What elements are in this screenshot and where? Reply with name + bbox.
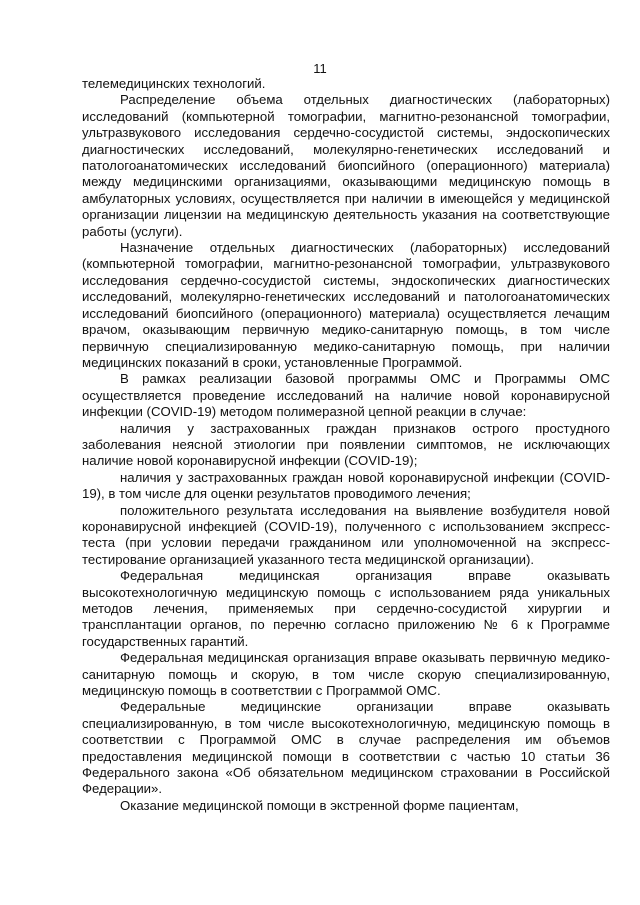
paragraph: наличия у застрахованных граждан признаков острого простудного заболевания неясной этиологии при появлении симптомов, не исключающих наличие новой коронавирусной инфекции (COVID-19); bbox=[82, 420, 610, 469]
paragraph: Федеральные медицинские организации вправе оказывать специализированную, в том числе высокотехнологичную, медицинскую помощь в соответствии с Программой ОМС в случае распределения им объемов предоставления медицинской помощи в соответствии с частью 10 статьи 36 Федерального закона «Об обязательном медицинском страховании в Российской Федерации». bbox=[82, 699, 610, 797]
paragraph: Федеральная медицинская организация вправе оказывать высокотехнологичную медицинскую помощь с использованием ряда уникальных методов лечения, применяемых при сердечно-сосудистой хирургии и трансплантации органов, по перечню согласно приложению № 6 к Программе государственных гарантий. bbox=[82, 568, 610, 649]
paragraph: В рамках реализации базовой программы ОМС и Программы ОМС осуществляется проведение исследований на наличие новой коронавирусной инфекции (COVID-19) методом полимеразной цепной реакции в случае: bbox=[82, 371, 610, 420]
paragraph: Оказание медицинской помощи в экстренной форме пациентам, bbox=[120, 797, 519, 813]
paragraph: Назначение отдельных диагностических (лабораторных) исследований (компьютерной томографии, магнитно-резонансной томографии, ультразвукового исследования сердечно-сосудистой системы, эндоскопических диагностических исследований, молекулярно-генетических исследований и патологоанатомических исследований биопсийного (операционного) материала) осуществляется лечащим врачом, оказывающим первичную медико-санитарную помощь, в том числе первичную специализированную медико-санитарную помощь, при наличии медицинских показаний в сроки, установленные Программой. bbox=[82, 240, 610, 370]
document-body bbox=[82, 76, 610, 814]
paragraph: телемедицинских технологий. bbox=[82, 76, 266, 91]
paragraph: Распределение объема отдельных диагностических (лабораторных) исследований (компьютерной томографии, магнитно-резонансной томографии, ультразвукового исследования сердечно-сосудистой системы, эндоскопических диагностических исследований, молекулярно-генетических исследований и патологоанатомических исследований биопсийного (операционного) материала) между медицинскими организациями, оказывающими медицинскую помощь в амбулаторных условиях, осуществляется при наличии в имеющейся у медицинской организации лицензии на медицинскую деятельность указания на соответствующие работы (услуги). bbox=[82, 92, 610, 239]
page-number: 11 bbox=[313, 61, 327, 76]
paragraph: Федеральная медицинская организация вправе оказывать первичную медико-санитарную помощь и скорую, в том числе скорую специализированную, медицинскую помощь в соответствии с Программой ОМС. bbox=[82, 650, 610, 699]
paragraph: положительного результата исследования на выявление возбудителя новой коронавирусной инфекцией (COVID-19), полученного с использованием экспресс-теста (при условии передачи гражданином или уполномоченной на экспресс-тестирование организацией указанного теста медицинской организации). bbox=[82, 502, 610, 567]
paragraph: наличия у застрахованных граждан новой коронавирусной инфекции (COVID-19), в том числе для оценки результатов проводимого лечения; bbox=[82, 469, 610, 502]
